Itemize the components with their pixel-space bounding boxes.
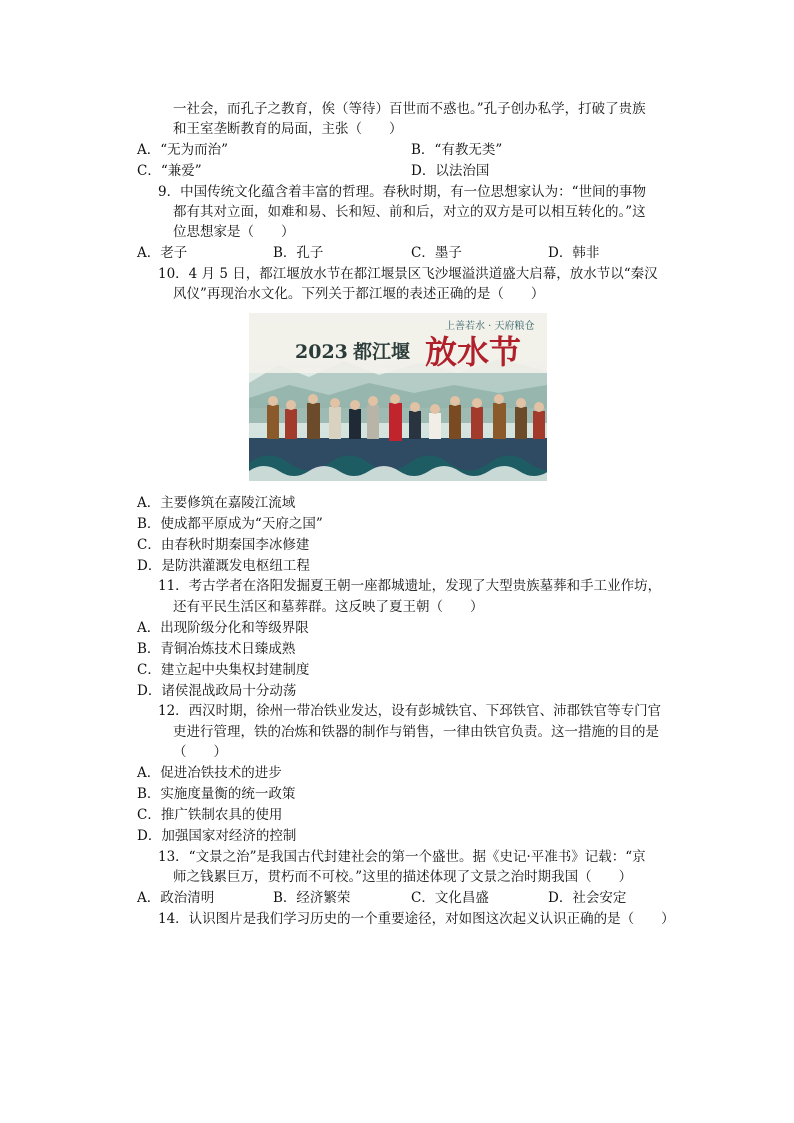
q12-stem-line-2: 吏进行管理，铁的冶炼和铁器的制作与销售，一律由铁官负责。这一措施的目的是: [173, 724, 659, 740]
q12-stem-line-3: （ ）: [173, 744, 227, 760]
q13-stem-line-2: 师之钱累巨万，贯朽而不可校。”这里的描述体现了文景之治时期我国（ ）: [173, 869, 633, 885]
q13-option-d: D．社会安定: [548, 890, 627, 906]
q12-option-a: A．促进冶铁技术的进步: [137, 765, 282, 781]
banner-year: 2023: [295, 341, 348, 363]
q9-option-d: D．韩非: [548, 245, 600, 261]
q8-option-d: D．以法治国: [411, 163, 490, 179]
q9-option-a: A．老子: [137, 245, 188, 261]
banner-title: 放水节: [425, 333, 522, 371]
q8-text-line-2: 和王室垄断教育的局面，主张（ ）: [173, 121, 403, 137]
q13-option-b: B．经济繁荣: [273, 890, 351, 906]
q9-option-c: C．墨子: [411, 245, 462, 261]
festival-photo-illustration: [249, 313, 547, 481]
festival-photo: [249, 313, 547, 481]
q9-stem-line-3: 位思想家是（ ）: [173, 224, 295, 240]
q12-option-d: D．加强国家对经济的控制: [137, 828, 297, 844]
q10-option-d: D．是防洪灌溉发电枢纽工程: [137, 558, 310, 574]
q9-option-b: B．孔子: [273, 245, 324, 261]
q10-option-b: B．使成都平原成为“天府之国”: [137, 516, 323, 532]
q11-option-b: B．青铜冶炼技术日臻成熟: [137, 641, 296, 657]
q11-option-d: D．诸侯混战政局十分动荡: [137, 683, 297, 699]
q9-stem-line-2: 都有其对立面，如难和易、长和短、前和后，对立的双方是可以相互转化的。”这: [173, 204, 646, 220]
q8-option-b: B．“有教无类”: [411, 142, 503, 158]
q13-option-c: C．文化昌盛: [411, 890, 489, 906]
q13-stem-line-1: 13．“文景之治”是我国古代封建社会的第一个盛世。据《史记·平准书》记载：“京: [158, 849, 646, 865]
q12-option-b: B．实施度量衡的统一政策: [137, 786, 296, 802]
q11-option-a: A．出现阶级分化和等级界限: [137, 620, 309, 636]
q14-stem-line-1: 14．认识图片是我们学习历史的一个重要途径，对如图这次起义认识正确的是（ ）: [158, 911, 675, 927]
q10-option-a: A．主要修筑在嘉陵江流域: [137, 495, 296, 511]
q10-stem-line-2: 风仪”再现治水文化。下列关于都江堰的表述正确的是（ ）: [173, 286, 545, 302]
q11-stem-line-2: 还有平民生活区和墓葬群。这反映了夏王朝（ ）: [173, 599, 484, 615]
banner-name: 都江堰: [353, 341, 411, 363]
q8-option-a: A．“无为而治”: [137, 142, 229, 158]
q8-option-c: C．“兼爱”: [137, 163, 202, 179]
q12-option-c: C．推广铁制农具的使用: [137, 807, 283, 823]
q8-text-line-1: 一社会，而孔子之教育，俟（等待）百世而不惑也。”孔子创办私学，打破了贵族: [173, 101, 646, 117]
q13-option-a: A．政治清明: [137, 890, 215, 906]
q9-stem-line-1: 9．中国传统文化蕴含着丰富的哲理。春秋时期，有一位思想家认为：“世间的事物: [158, 184, 646, 200]
q10-stem-line-1: 10．4 月 5 日，都江堰放水节在都江堰景区飞沙堰溢洪道盛大启幕，放水节以“秦汉: [158, 266, 658, 282]
q11-stem-line-1: 11．考古学者在洛阳发掘夏王朝一座都城遗址，发现了大型贵族墓葬和手工业作坊，: [158, 578, 662, 594]
q10-option-c: C．由春秋时期秦国李冰修建: [137, 537, 310, 553]
q11-option-c: C．建立起中央集权封建制度: [137, 662, 310, 678]
q12-stem-line-1: 12．西汉时期，徐州一带冶铁业发达，设有彭城铁官、下邳铁官、沛郡铁官等专门官: [158, 703, 662, 719]
banner-tagline: 上善若水 · 天府粮仓: [445, 321, 535, 332]
